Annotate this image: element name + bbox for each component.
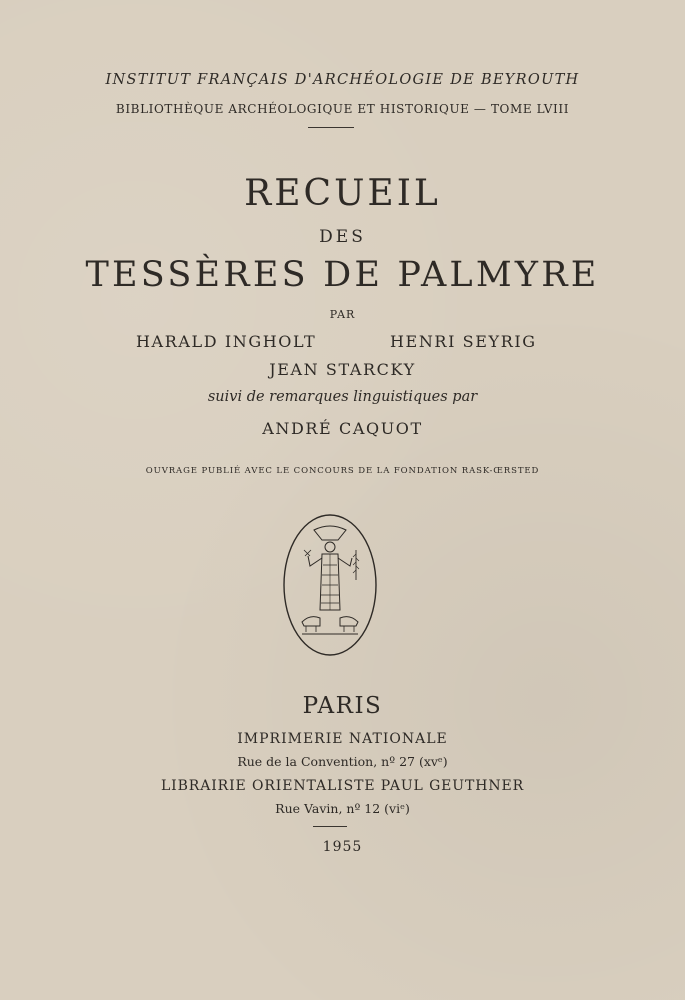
divider-top <box>308 127 354 128</box>
author-1: HARALD INGHOLT <box>136 332 317 351</box>
supplement-author: ANDRÉ CAQUOT <box>262 419 423 438</box>
publication-note: OUVRAGE PUBLIÉ AVEC LE CONCOURS DE LA FONDATION RASK-ŒRSTED <box>145 466 540 476</box>
divider-bottom <box>313 826 347 827</box>
by-label: PAR <box>329 308 356 321</box>
supplement-text: suivi de remarques linguistiques par <box>207 389 478 405</box>
imprint-city: PARIS <box>302 693 383 719</box>
title-line-2: DES <box>319 227 366 247</box>
title-line-3: TESSÈRES DE PALMYRE <box>85 255 600 295</box>
seal-emblem-icon <box>280 510 380 660</box>
author-3: JEAN STARCKY <box>269 360 416 379</box>
publication-year: 1955 <box>322 839 363 855</box>
printer-name: IMPRIMERIE NATIONALE <box>237 731 448 747</box>
bookseller-name: LIBRAIRIE ORIENTALISTE PAUL GEUTHNER <box>160 778 525 794</box>
printer-address: Rue de la Convention, nº 27 (xvᵉ) <box>237 754 448 769</box>
title-line-1: RECUEIL <box>244 173 441 214</box>
institute-name: INSTITUT FRANÇAIS D'ARCHÉOLOGIE DE BEYROUTH <box>105 72 580 88</box>
author-2: HENRI SEYRIG <box>390 332 537 351</box>
series-collection: BIBLIOTHÈQUE ARCHÉOLOGIQUE ET HISTORIQUE — TOME LVIII <box>115 102 570 116</box>
bookseller-address: Rue Vavin, nº 12 (viᵉ) <box>275 801 410 816</box>
